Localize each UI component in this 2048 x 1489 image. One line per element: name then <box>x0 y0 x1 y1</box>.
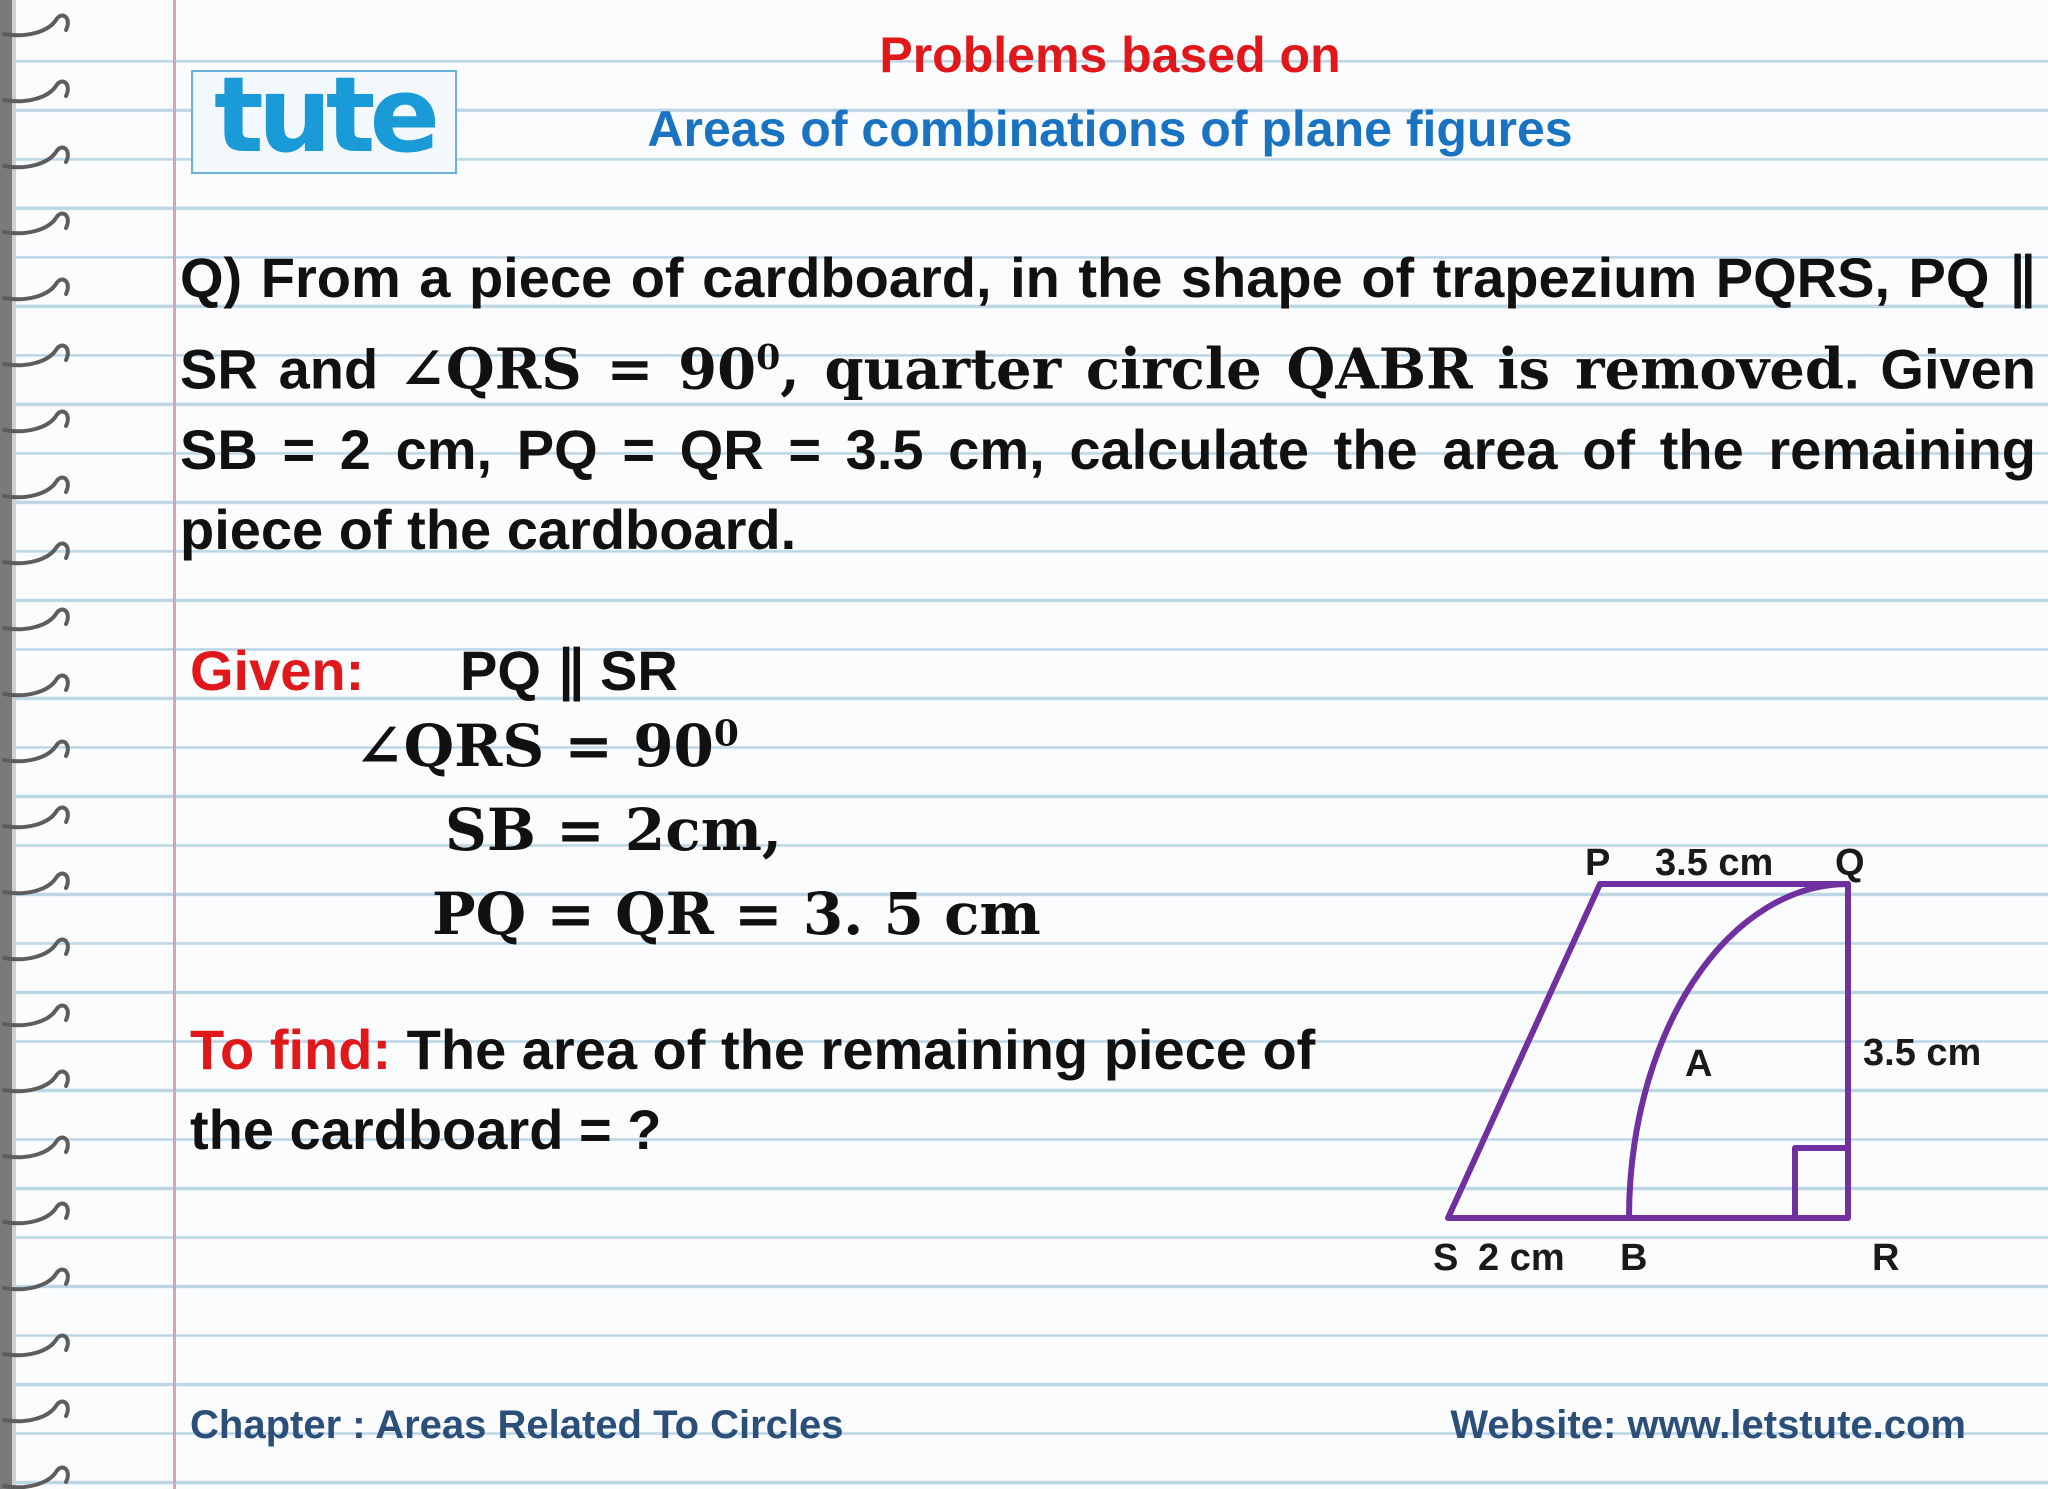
page-title-line2: Areas of combinations of plane figures <box>647 101 1573 157</box>
given-line-3: SB = 2cm, <box>445 796 783 864</box>
sb-length-label: 2 cm <box>1478 1237 1565 1279</box>
logo-text: tute <box>213 54 434 176</box>
point-r-label: R <box>1872 1237 1900 1279</box>
point-p-label: P <box>1585 842 1611 884</box>
to-find-body: The area of the remaining piece of the cardboard = ? <box>190 1018 1316 1161</box>
right-angle-marker <box>1795 1148 1848 1218</box>
trapezium-outline <box>1448 884 1848 1218</box>
footer-chapter: Chapter : Areas Related To Circles <box>190 1403 844 1447</box>
pq-length-label: 3.5 cm <box>1655 842 1774 884</box>
question-end: . Given SB = 2 cm, PQ = QR = 3.5 cm, calculate the area of the remaining piece of the cardboard. <box>180 337 2037 561</box>
question-angle-expr: ∠QRS = 90 <box>399 336 757 403</box>
qr-length-label: 3.5 cm <box>1863 1032 1982 1074</box>
footer-website: Website: www.letstute.com <box>1450 1403 1966 1447</box>
question-prefix: Q) From a piece of cardboard, in the shape of trapezium PQRS, PQ ∥ SR and <box>180 246 2036 401</box>
given-line-1: PQ ∥ SR <box>460 639 678 702</box>
given-angle-expr: ∠QRS = 90 <box>355 712 714 780</box>
to-find-label: To find: <box>190 1018 392 1081</box>
given-angle-sup: 0 <box>713 712 739 755</box>
page-title-line1: Problems based on <box>879 27 1341 83</box>
point-b-label: B <box>1620 1237 1648 1279</box>
point-a-label: A <box>1685 1043 1713 1085</box>
question-middle: , quarter circle QABR is removed <box>780 336 1845 403</box>
point-q-label: Q <box>1835 842 1865 884</box>
given-line-4: PQ = QR = 3. 5 cm <box>432 880 1041 948</box>
question-angle-sup: 0 <box>756 337 781 378</box>
point-s-label: S <box>1433 1237 1459 1279</box>
given-label: Given: <box>190 639 365 702</box>
quarter-circle-arc <box>1629 884 1848 1218</box>
